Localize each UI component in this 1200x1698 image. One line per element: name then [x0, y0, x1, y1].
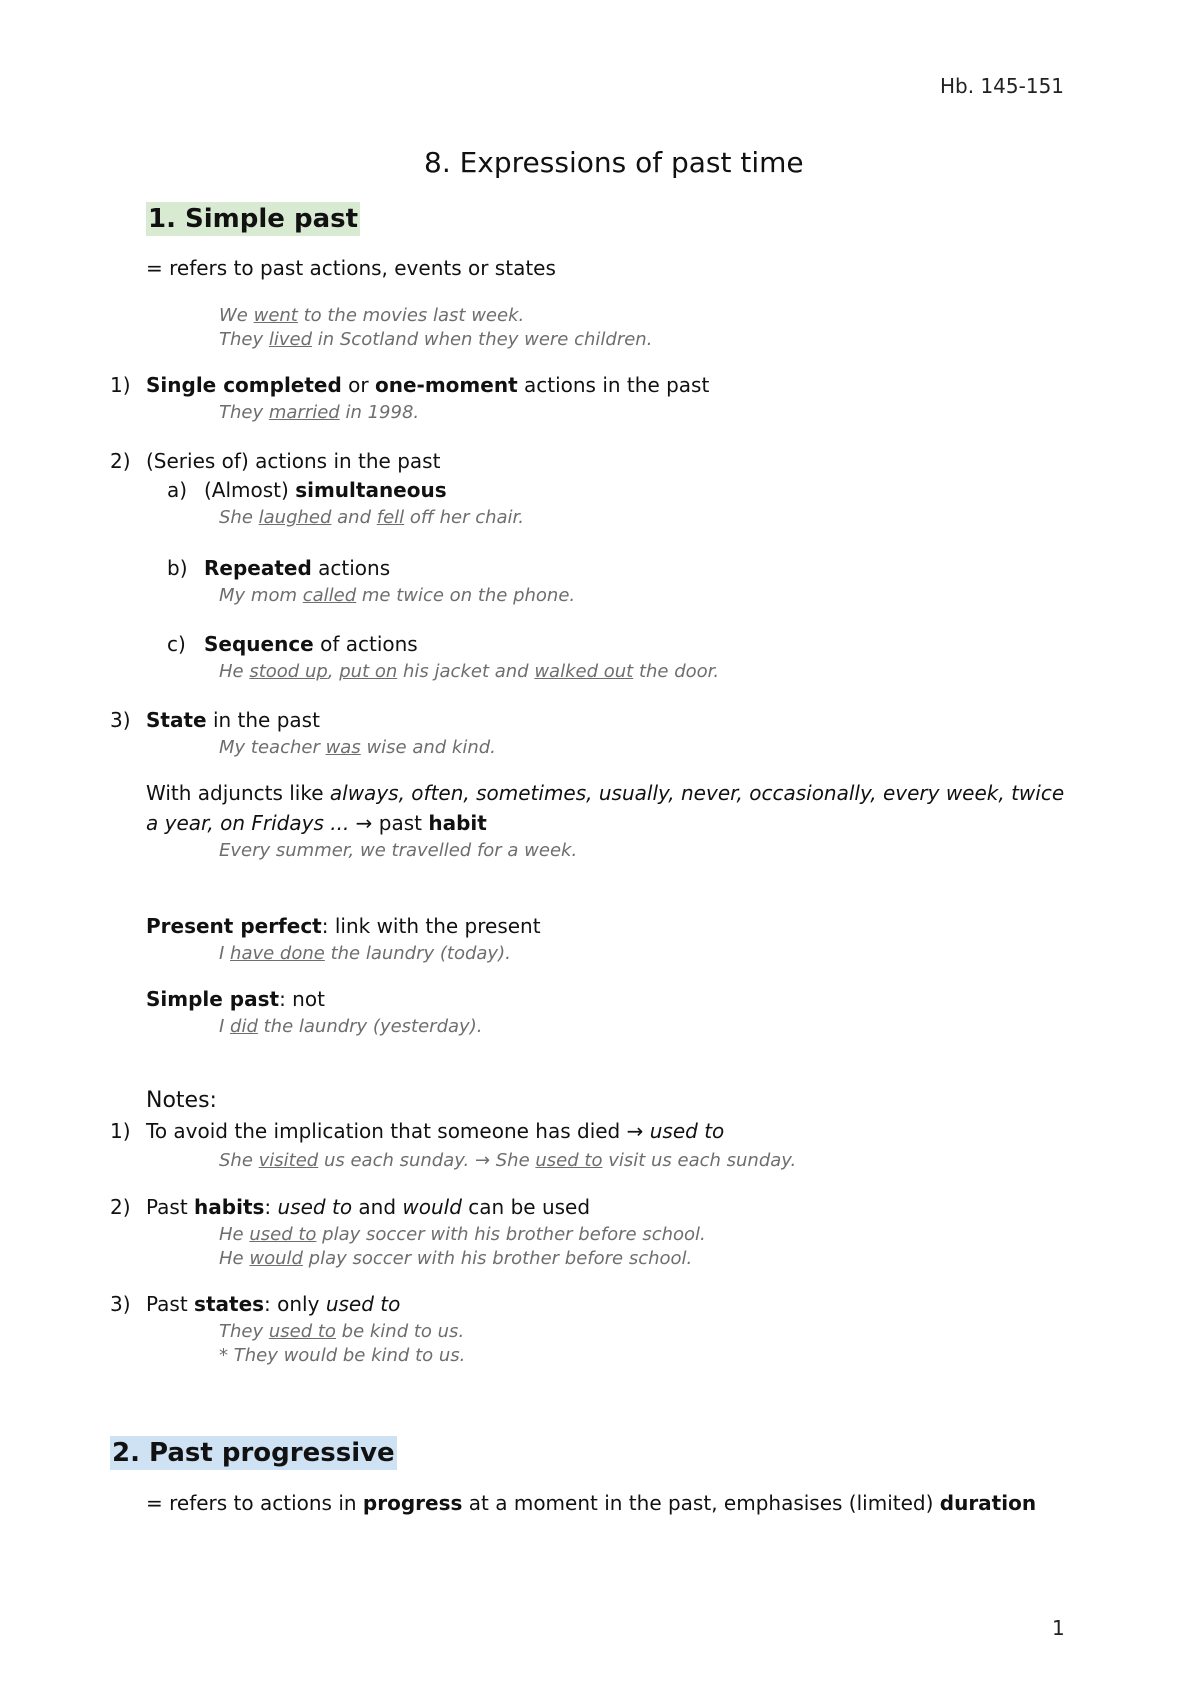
example-sentence: They married in 1998. [219, 402, 420, 423]
example-sentence: They lived in Scotland when they were children. [219, 329, 653, 350]
definition: = refers to past actions, events or states [146, 256, 556, 280]
notes-heading: Notes: [146, 1088, 217, 1113]
example-sentence: We went to the movies last week. [219, 305, 525, 326]
example-sentence: She visited us each sunday. → She used to visit us each sunday. [219, 1150, 797, 1171]
example-sentence: * They would be kind to us. [219, 1345, 466, 1366]
section-heading-past-progressive: 2. Past progressive [112, 1438, 395, 1468]
contrast-present-perfect: Present perfect: link with the present [146, 914, 541, 938]
example-sentence: He used to play soccer with his brother before school. [219, 1224, 706, 1245]
example-sentence: Every summer, we travelled for a week. [219, 840, 578, 861]
sublist-letter: a) [167, 478, 188, 502]
list-item: (Series of) actions in the past [146, 449, 441, 473]
list-number: 2) [110, 449, 131, 473]
adjunct-note: a year, on Fridays ... → past habit [146, 811, 487, 835]
list-number: 1) [110, 373, 131, 397]
example-sentence: My teacher was wise and kind. [219, 737, 496, 758]
list-number: 3) [110, 1292, 131, 1316]
section-heading-simple-past: 1. Simple past [148, 204, 359, 234]
page-reference: Hb. 145-151 [940, 74, 1065, 98]
contrast-simple-past: Simple past: not [146, 987, 325, 1011]
list-number: 3) [110, 708, 131, 732]
list-item: State in the past [146, 708, 320, 732]
sublist-item: Repeated actions [204, 556, 391, 580]
note-item: Past habits: used to and would can be used [146, 1195, 591, 1219]
list-number: 2) [110, 1195, 131, 1219]
example-sentence: He stood up, put on his jacket and walked out the door. [219, 661, 720, 682]
note-item: Past states: only used to [146, 1292, 401, 1316]
example-sentence: He would play soccer with his brother before school. [219, 1248, 693, 1269]
list-number: 1) [110, 1119, 131, 1143]
page-number: 1 [1052, 1616, 1065, 1640]
sublist-letter: c) [167, 632, 186, 656]
example-sentence: I did the laundry (yesterday). [219, 1016, 483, 1037]
example-sentence: She laughed and fell off her chair. [219, 507, 525, 528]
list-item: Single completed or one-moment actions in the past [146, 373, 710, 397]
page-title: 8. Expressions of past time [424, 146, 804, 179]
example-sentence: My mom called me twice on the phone. [219, 585, 576, 606]
sublist-item: (Almost) simultaneous [204, 478, 447, 502]
example-sentence: They used to be kind to us. [219, 1321, 465, 1342]
sublist-item: Sequence of actions [204, 632, 418, 656]
adjunct-note: With adjuncts like always, often, sometimes, usually, never, occasionally, every week, twice [146, 781, 1065, 805]
note-item: To avoid the implication that someone has died → used to [146, 1119, 725, 1143]
sublist-letter: b) [167, 556, 188, 580]
example-sentence: I have done the laundry (today). [219, 943, 511, 964]
definition: = refers to actions in progress at a moment in the past, emphasises (limited) duration [146, 1491, 1037, 1515]
